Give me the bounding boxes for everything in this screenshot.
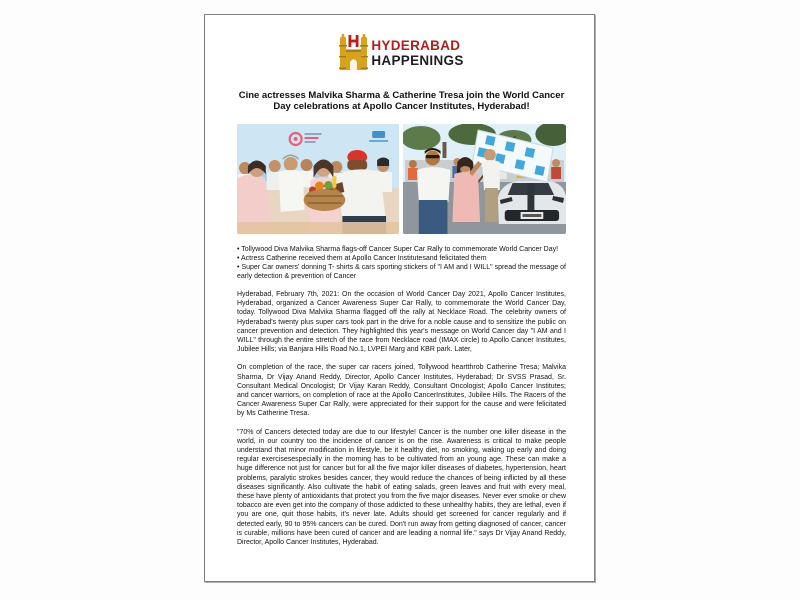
charminar-icon: [339, 32, 368, 74]
paragraph-dateline: Hyderabad, February 7th, 2021: On the occasion of World Cancer Day 2021, Apollo Cancer Institutes, Hyderabad, organized a Cancer Awareness Super Car Rally, to commemorate the World Cancer Day, today. Tollywood Diva Malvika Sharma flagged off the rally at Necklace Road. The celebrity owners of Hyderabad's twenty plus super cars took part in the drive for a noble cause and to sensitize the public on cancer prevention and detection. They highlighted this year's message on World Cancer day "I AM and I WILL" through the entire stretch of the race from Necklace road (IMAX circle) to Apollo Cancer Institutes, Jubilee Hills; via Banjara Hills Road No.1, LVPEI Marg and KBR park. Later,: [237, 291, 566, 354]
letterhead-logo: [237, 31, 566, 75]
logo-title-line2: HAPPENINGS: [371, 53, 464, 68]
headline: Cine actresses Malvika Sharma & Catherine Tresa join the World Cancer Day celebrations at Apollo Cancer Institutes, Hyderabad!: [238, 90, 565, 112]
photo-row: [237, 124, 566, 234]
press-release-page: [204, 14, 595, 582]
paragraph-race-completion: On completion of the race, the super car racers joined, Tollywood heartthrob Catherine Tresa; Malvika Sharma, Dr Vijay Anand Reddy, Director, Apollo Cancer Institutes, Hyderabad; Dr SVSS Prasad, Sr. Consultant Medical Oncologist; Dr Vijay Karan Reddy, Consultant Oncologist; Apollo Cancer Institutes; and cancer warriors, on completion of race at the Apollo CancerInstitutes, Jubilee Hills. The Racers of the Cancer Awareness Super Car Rally, were appreciated for their support for the cause and were felicitated by Ms Catherine Tresa.: [237, 364, 566, 418]
supercar-rally-flag-off-photo: [403, 124, 566, 234]
bullet-item: • Super Car owners' donning T- shirts & cars sporting stickers of "I AM and I WILL" spread the message of early detection & prevention of Cancer: [237, 264, 566, 280]
bullet-item: • Actress Catherine received them at Apollo Cancer Institutesand felicitated them: [237, 255, 487, 262]
paragraph-doctor-quote: "70% of Cancers detected today are due to our lifestyle! Cancer is the number one killer disease in the world, in our country too the incidence of cancer is on the rise. Awareness is critical to make people understand that minor modification in lifestyle, be it healthy diet, no smoking, waking up early and doing regular exercisesespecially in the morning has to be cultivated from an young age. These can make a huge difference not just for cancer but for all the five major killer diseases of diabetes, hypertension, heart problems, paralytic strokes besides cancer, they would reduce the chances of being inflicted by all these diseases significantly. Also cultivate the habit of eating salads, green leaves and fruit with every meal, these have plenty of antioxidants that protect you from the five major diseases. Never ever smoke or chew tobacco are even get into the company of those addicted to these unhealthy habits, they are lethal, even if you are one, quit those habits, it's never late. Adults should get screened for cancer regularly and if detected early, 90 to 95% cancers can be cured. Don't run away from getting diagnosed of cancer, cancer is curable, millions have been cured of cancer and are leading a normal life." says Dr Vijay Anand Reddy, Director, Apollo Cancer Institutes, Hyderabad.: [237, 428, 566, 547]
logo-title-line1: HYDERABAD: [371, 38, 461, 53]
logo-title: [371, 38, 463, 68]
supercar: [498, 181, 566, 224]
bullet-list: [237, 245, 566, 281]
bullet-item: • Tollywood Diva Malvika Sharma flags-off Cancer Super Car Rally to commemorate World Cancer Day!: [237, 246, 559, 253]
felicitation-fruit-basket-photo: [237, 124, 399, 234]
